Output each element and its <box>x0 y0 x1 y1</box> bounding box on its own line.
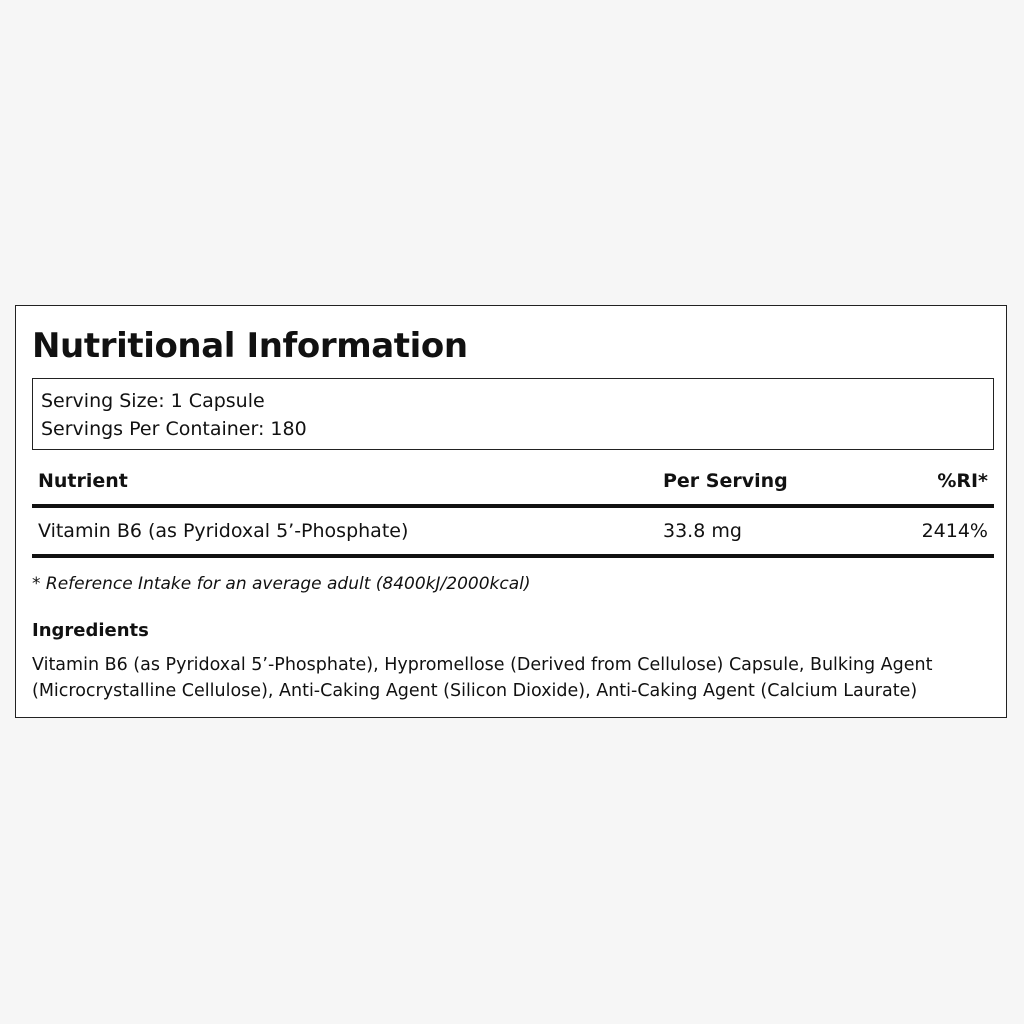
ingredients-heading: Ingredients <box>32 620 149 641</box>
table-row <box>32 508 994 558</box>
header-ri: %RI* <box>937 470 988 492</box>
servings-per-container: Servings Per Container: 180 <box>41 418 307 440</box>
ingredients-list: Vitamin B6 (as Pyridoxal 5’-Phosphate), Hypromellose (Derived from Cellulose) Capsule, Bulking Agent (Microcrystalline Cellulose), Anti-Caking Agent (Silicon Dioxide), Anti-Caking Agent (Calcium Laurate) <box>32 655 933 701</box>
serving-info-box <box>32 378 994 450</box>
reference-intake-footnote: * Reference Intake for an average adult (8400kJ/2000kcal) <box>32 574 531 594</box>
panel-title: Nutritional Information <box>32 326 468 366</box>
row-per-serving: 33.8 mg <box>663 520 742 542</box>
header-nutrient: Nutrient <box>38 470 128 492</box>
serving-size: Serving Size: 1 Capsule <box>41 390 265 412</box>
nutrition-panel <box>15 305 1007 718</box>
header-per-serving: Per Serving <box>663 470 788 492</box>
nutrient-table <box>32 464 994 558</box>
table-header-row <box>32 464 994 508</box>
row-ri: 2414% <box>921 520 988 542</box>
row-nutrient: Vitamin B6 (as Pyridoxal 5’-Phosphate) <box>38 520 409 542</box>
